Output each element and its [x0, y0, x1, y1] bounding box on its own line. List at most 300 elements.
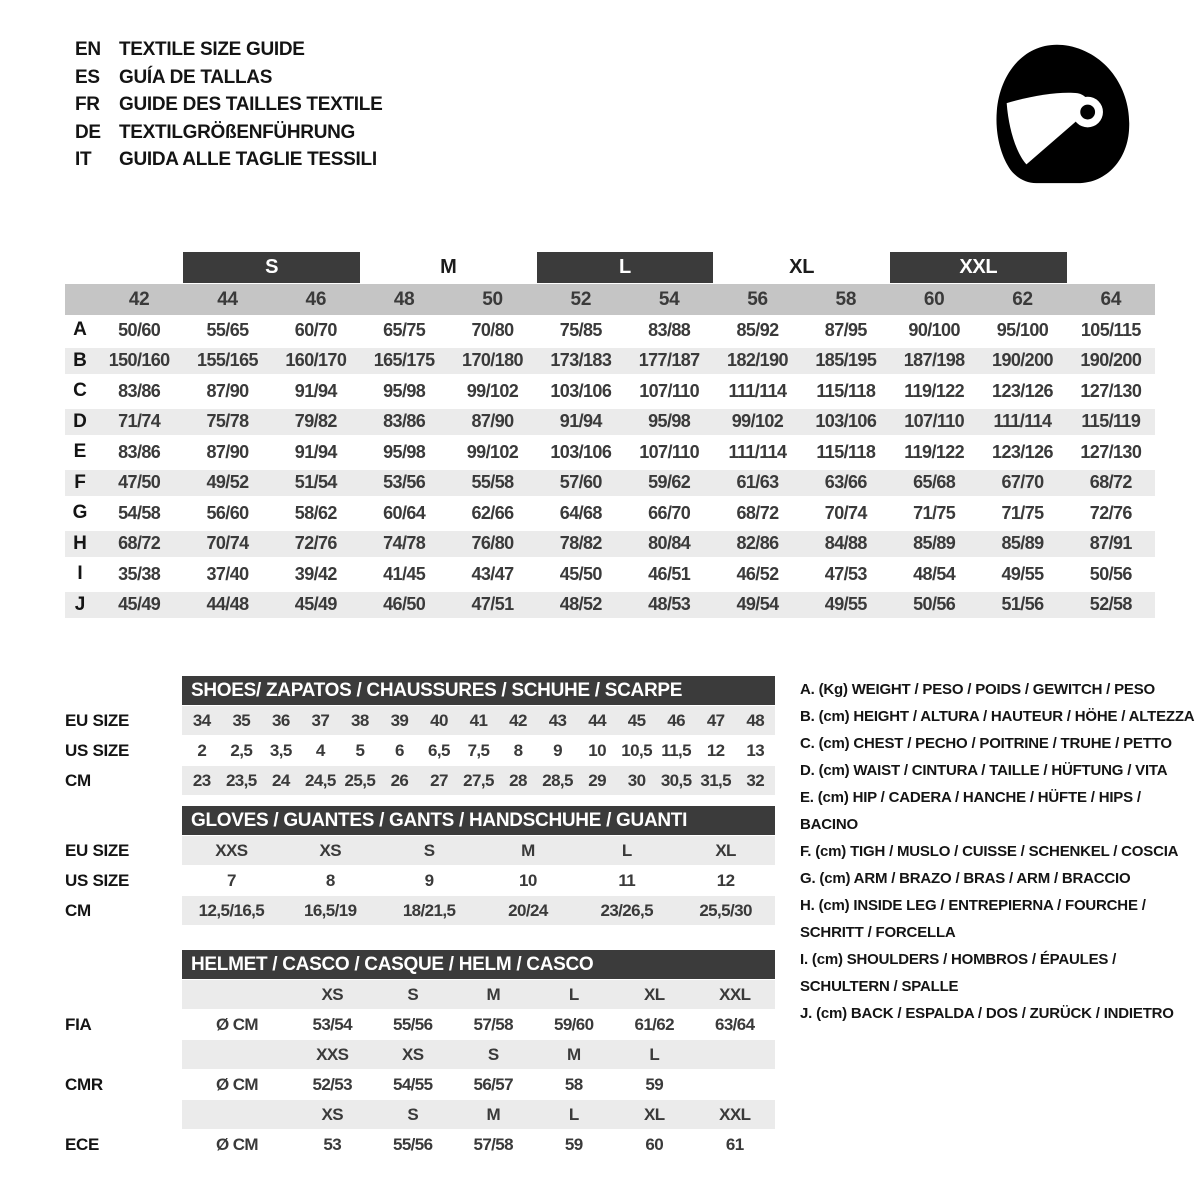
measurement-cell: 54/58: [118, 502, 161, 523]
measurement-cell: 190/200: [1080, 350, 1142, 371]
size-cell: 29: [588, 770, 606, 790]
measurement-cell: 127/130: [1080, 441, 1142, 462]
measurement-cell: 50/60: [118, 319, 161, 340]
legend-item: E. (cm) HIP / CADERA / HANCHE / HÜFTE / HIPS / BACINO: [800, 789, 1141, 833]
measurement-cell: 48/53: [648, 594, 691, 615]
measurement-cell: 72/76: [294, 533, 337, 554]
diameter-value-cell: 56/57: [473, 1074, 514, 1094]
size-cell: 46: [667, 710, 686, 730]
measurement-cell: 83/88: [648, 319, 691, 340]
measurement-cell: 44/48: [206, 594, 249, 615]
size-group-box: L: [537, 252, 714, 283]
numeric-size-label: 50: [482, 288, 503, 310]
size-cell: 10,5: [621, 740, 652, 760]
size-cell: 32: [746, 770, 765, 790]
helmet-size-row: [65, 1100, 775, 1129]
measurement-cell: 119/122: [904, 380, 965, 401]
table-row: [65, 866, 775, 895]
size-name-cell: S: [487, 1044, 499, 1064]
numeric-size-label: 54: [658, 288, 680, 310]
size-cell: 31,5: [700, 770, 732, 790]
measurement-cell: 107/110: [904, 411, 965, 432]
size-cell: 26: [390, 770, 409, 790]
row-label: CM: [65, 900, 91, 920]
language-title: TEXTILE SIZE GUIDE: [119, 39, 305, 60]
size-cell: 7: [226, 870, 236, 890]
measurement-cell: 115/118: [816, 380, 876, 401]
measurement-cell: 60/70: [294, 319, 337, 340]
measurement-cell: 105/115: [1080, 319, 1141, 340]
label-column-spacer: [65, 806, 182, 835]
size-name-cell: XS: [321, 1104, 343, 1124]
table-row: [65, 766, 775, 795]
measurement-cell: 64/68: [559, 502, 602, 523]
size-cell: 30,5: [660, 770, 692, 790]
shoes-title-bar: SHOES/ ZAPATOS / CHAUSSURES / SCHUHE / SCARPE: [182, 676, 775, 705]
row-label-empty: [65, 980, 182, 1009]
size-cell: 12: [716, 870, 735, 890]
table-row: [65, 529, 1155, 560]
measurement-cell: 51/56: [1001, 594, 1044, 615]
size-group-header-row: [65, 252, 1155, 283]
language-title: GUIDE DES TAILLES TEXTILE: [119, 94, 383, 115]
measurement-cell: 47/50: [118, 472, 161, 493]
measurement-cell: 127/130: [1080, 380, 1142, 401]
size-cell: 23,5: [225, 770, 257, 790]
row-body: [182, 1040, 775, 1069]
size-cell: 44: [588, 710, 606, 730]
size-cell: L: [621, 840, 632, 860]
legend-item: B. (cm) HEIGHT / ALTURA / HAUTEUR / HÖHE / ALTEZZA: [800, 708, 1195, 725]
measurement-legend: [800, 676, 1198, 1027]
measurement-cell: 111/114: [728, 380, 787, 401]
row-label: EU SIZE: [65, 840, 130, 860]
measurement-cell: 51/54: [294, 472, 337, 493]
row-label-empty: [65, 1100, 182, 1129]
helmet-size-row: [65, 980, 775, 1009]
size-cell: 6,5: [428, 740, 450, 760]
numeric-size-label: 56: [747, 288, 768, 310]
measurement-cell: 87/90: [206, 441, 249, 462]
label-column-spacer: [65, 950, 182, 979]
measurement-cell: 87/91: [1089, 533, 1132, 554]
size-name-cell: XS: [402, 1044, 424, 1064]
table-row: [65, 346, 1155, 377]
measurement-cell: 55/58: [471, 472, 514, 493]
measurement-cell: 57/60: [559, 472, 602, 493]
diameter-value-cell: 54/55: [392, 1074, 433, 1094]
measurement-cell: 111/114: [993, 411, 1052, 432]
racing-helmet-icon: [982, 36, 1140, 194]
measurement-cell: 115/118: [816, 441, 876, 462]
label-column-spacer: [65, 676, 182, 705]
measurement-cell: 107/110: [639, 441, 700, 462]
table-row: [65, 836, 775, 865]
size-cell: 23: [192, 770, 211, 790]
measurement-cell: 45/49: [118, 594, 161, 615]
size-cell: XL: [715, 840, 736, 860]
measurement-cell: 90/100: [908, 319, 960, 340]
size-cell: 8: [513, 740, 523, 760]
diameter-value-cell: 53/54: [312, 1014, 353, 1034]
measurement-cell: 91/94: [294, 380, 337, 401]
measurement-cell: 35/38: [118, 563, 161, 584]
measurement-cell: 87/95: [824, 319, 867, 340]
size-cell: 13: [746, 740, 765, 760]
size-name-cell: S: [407, 1104, 419, 1124]
measurement-cell: 91/94: [294, 441, 337, 462]
measurement-cell: 79/82: [294, 411, 337, 432]
measurement-cell: 48/54: [913, 563, 956, 584]
size-name-cell: S: [407, 984, 419, 1004]
gloves-size-table: [65, 806, 775, 926]
row-label: US SIZE: [65, 870, 130, 890]
measurement-cell: 80/84: [648, 533, 691, 554]
measurement-cell: 95/98: [383, 441, 426, 462]
language-code: DE: [75, 121, 101, 143]
measurement-cell: 185/195: [815, 350, 877, 371]
measurement-cell: 68/72: [736, 502, 779, 523]
size-cell: XS: [319, 840, 341, 860]
measurement-cell: 87/90: [206, 380, 249, 401]
measurement-cell: 76/80: [471, 533, 514, 554]
size-cell: 37: [311, 710, 330, 730]
legend-item: C. (cm) CHEST / PECHO / POITRINE / TRUHE / PETTO: [800, 735, 1172, 752]
textile-measurement-table: [65, 252, 1155, 620]
measurement-cell: 65/68: [913, 472, 956, 493]
helmet-value-row: [65, 1130, 775, 1159]
numeric-size-label: 52: [570, 288, 592, 310]
measurement-cell: 59/62: [648, 472, 691, 493]
measurement-cell: 115/119: [1081, 411, 1141, 432]
measurement-cell: 47/53: [824, 563, 867, 584]
legend-item: J. (cm) BACK / ESPALDA / DOS / ZURÜCK / INDIETRO: [800, 1005, 1174, 1022]
unit-spacer: [182, 980, 292, 1009]
measurement-cell: 45/49: [294, 594, 337, 615]
size-cell: 12,5/16,5: [198, 900, 265, 920]
size-group-label: XL: [789, 256, 815, 278]
diameter-value-cell: 61/62: [634, 1014, 675, 1034]
measurement-cell: 83/86: [118, 441, 161, 462]
row-body: [182, 980, 775, 1009]
helmet-value-row: [65, 1070, 775, 1099]
diameter-unit-cell: Ø CM: [216, 1134, 258, 1154]
row-letter-label: H: [73, 532, 87, 554]
language-row: [75, 146, 382, 174]
helmet-size-table: [65, 950, 775, 1160]
measurement-cell: 165/175: [373, 350, 435, 371]
size-name-cell: L: [568, 984, 579, 1004]
diameter-value-cell: 55/56: [392, 1014, 433, 1034]
diameter-value-cell: 57/58: [473, 1134, 514, 1154]
table-row: [65, 590, 1155, 621]
size-cell: 12: [706, 740, 725, 760]
row-label: EU SIZE: [65, 710, 130, 730]
row-label: US SIZE: [65, 740, 130, 760]
row-body: [182, 766, 775, 795]
table-row: [65, 498, 1155, 529]
diameter-value-cell: 58: [564, 1074, 583, 1094]
measurement-cell: 50/56: [1089, 563, 1132, 584]
diameter-value-cell: 59/60: [553, 1014, 594, 1034]
measurement-cell: 99/102: [466, 441, 519, 462]
numeric-size-label: 46: [305, 288, 327, 310]
measurement-cell: 62/66: [471, 502, 514, 523]
size-cell: 25,5: [344, 770, 376, 790]
table-row: [65, 407, 1155, 438]
measurement-cell: 75/78: [206, 411, 249, 432]
measurement-cell: 39/42: [294, 563, 337, 584]
row-letter-label: C: [73, 380, 87, 402]
language-code: ES: [75, 66, 100, 88]
language-code: FR: [75, 94, 100, 115]
size-name-cell: M: [486, 984, 501, 1004]
language-title: GUIDA ALLE TAGLIE TESSILI: [119, 149, 377, 170]
size-name-cell: L: [568, 1104, 579, 1124]
measurement-cell: 71/75: [913, 502, 956, 523]
size-cell: 45: [627, 710, 646, 730]
size-cell: 18/21,5: [402, 900, 456, 920]
size-cell: 10: [588, 740, 606, 760]
measurement-cell: 85/89: [1001, 533, 1044, 554]
size-cell: 36: [271, 710, 290, 730]
gloves-title-bar: GLOVES / GUANTES / GANTS / HANDSCHUHE / GUANTI: [182, 806, 775, 835]
row-letter-label: E: [73, 441, 87, 463]
row-body: [182, 706, 775, 735]
size-cell: 39: [390, 710, 409, 730]
measurement-cell: 78/82: [559, 533, 602, 554]
language-code: IT: [75, 149, 92, 170]
legend-item: F. (cm) TIGH / MUSLO / CUISSE / SCHENKEL / COSCIA: [800, 843, 1179, 860]
size-cell: S: [423, 840, 435, 860]
size-cell: 7,5: [467, 740, 490, 760]
size-group-label: M: [440, 256, 457, 278]
measurement-cell: 111/114: [728, 441, 787, 462]
standard-label: ECE: [65, 1134, 100, 1154]
measurement-cell: 70/74: [206, 533, 249, 554]
language-title: GUÍA DE TALLAS: [119, 66, 273, 88]
measurement-cell: 187/198: [903, 350, 965, 371]
legend-item: A. (Kg) WEIGHT / PESO / POIDS / GEWITCH / PESO: [800, 681, 1155, 698]
measurement-cell: 49/54: [736, 594, 779, 615]
size-group-box: XXL: [890, 252, 1067, 283]
size-cell: 28: [509, 770, 527, 790]
row-body: [182, 1100, 775, 1129]
table-row: [65, 315, 1155, 346]
measurement-cell: 103/106: [550, 441, 612, 462]
size-name-cell: XXL: [719, 984, 751, 1004]
size-cell: 42: [509, 710, 527, 730]
measurement-cell: 173/183: [550, 350, 612, 371]
measurement-cell: 67/70: [1001, 472, 1044, 493]
measurement-cell: 107/110: [639, 380, 700, 401]
measurement-cell: 65/75: [383, 319, 426, 340]
size-cell: 5: [355, 740, 365, 760]
measurement-cell: 71/74: [118, 411, 161, 432]
measurement-cell: 46/50: [383, 594, 426, 615]
measurement-cell: 66/70: [648, 502, 691, 523]
size-cell: 27: [430, 770, 448, 790]
measurement-cell: 48/52: [559, 594, 602, 615]
table-row: [65, 896, 775, 925]
measurement-cell: 155/165: [197, 350, 258, 371]
measurement-rows: [65, 315, 1155, 620]
language-row: [75, 36, 382, 64]
measurement-cell: 61/63: [736, 472, 779, 493]
language-row: [75, 91, 382, 119]
measurement-cell: 103/106: [815, 411, 877, 432]
measurement-cell: 99/102: [466, 380, 519, 401]
numeric-size-label: 44: [217, 288, 238, 310]
measurement-cell: 72/76: [1089, 502, 1132, 523]
row-letter-label: F: [74, 471, 86, 493]
numeric-size-header-row: [65, 284, 1155, 315]
measurement-cell: 53/56: [383, 472, 426, 493]
size-cell: 9: [424, 870, 434, 890]
size-cell: M: [521, 840, 535, 860]
numeric-size-label: 62: [1012, 288, 1033, 310]
size-cell: 11,5: [661, 740, 692, 760]
row-letter-label: J: [74, 593, 86, 615]
measurement-cell: 103/106: [550, 380, 612, 401]
table-row: [65, 468, 1155, 499]
legend-item: H. (cm) INSIDE LEG / ENTREPIERNA / FOURCHE / SCHRITT / FORCELLA: [800, 897, 1146, 941]
measurement-cell: 63/66: [824, 472, 867, 493]
size-cell: 9: [553, 740, 562, 760]
measurement-cell: 82/86: [736, 533, 779, 554]
measurement-cell: 177/187: [638, 350, 700, 371]
row-body: [182, 736, 775, 765]
row-body: [182, 836, 775, 865]
diameter-value-cell: 61: [725, 1134, 744, 1154]
measurement-cell: 182/190: [727, 350, 788, 371]
size-cell: 30: [627, 770, 646, 790]
measurement-cell: 160/170: [285, 350, 347, 371]
measurement-cell: 52/58: [1089, 594, 1132, 615]
table-row: [65, 376, 1155, 407]
unit-spacer: [182, 1100, 292, 1129]
measurement-cell: 75/85: [559, 319, 602, 340]
size-cell: 27,5: [463, 770, 494, 790]
diameter-value-cell: 55/56: [392, 1134, 433, 1154]
size-cell: 6: [394, 740, 404, 760]
row-body: [182, 1010, 775, 1039]
language-row: [75, 119, 382, 147]
diameter-unit-cell: Ø CM: [216, 1074, 258, 1094]
size-name-cell: XL: [643, 1104, 665, 1124]
row-letter-label: G: [72, 502, 88, 524]
legend-item: I. (cm) SHOULDERS / HOMBROS / ÉPAULES / SCHULTERN / SPALLE: [800, 951, 1117, 995]
row-letter-label: B: [73, 349, 87, 371]
size-cell: 2,5: [230, 740, 253, 760]
helmet-title-row: [65, 950, 775, 979]
measurement-cell: 85/89: [913, 533, 956, 554]
measurement-cell: 150/160: [108, 350, 170, 371]
numeric-size-spacer: [65, 284, 95, 315]
diameter-value-cell: 52/53: [312, 1074, 353, 1094]
size-cell: 23/26,5: [600, 900, 653, 920]
measurement-cell: 170/180: [462, 350, 523, 371]
size-cell: 38: [351, 710, 369, 730]
standard-label: FIA: [65, 1014, 92, 1034]
numeric-size-label: 60: [923, 288, 945, 310]
measurement-cell: 56/60: [206, 502, 249, 523]
size-cell: 4: [315, 740, 325, 760]
table-row: [65, 706, 775, 735]
table-row: [65, 437, 1155, 468]
row-body: [182, 1130, 775, 1159]
row-body: [182, 866, 775, 895]
size-cell: XXS: [215, 840, 248, 860]
measurement-cell: 58/62: [294, 502, 337, 523]
size-cell: 8: [325, 870, 335, 890]
size-cell: 43: [548, 710, 567, 730]
numeric-size-label: 42: [128, 288, 150, 310]
measurement-cell: 84/88: [824, 533, 867, 554]
size-cell: 34: [192, 710, 211, 730]
measurement-cell: 49/55: [824, 594, 867, 615]
row-letter-label: I: [77, 563, 83, 585]
language-title-list: [75, 36, 382, 174]
diameter-value-cell: 63/64: [714, 1014, 755, 1034]
measurement-cell: 68/72: [1089, 472, 1132, 493]
standard-label: CMR: [65, 1074, 103, 1094]
diameter-value-cell: 53: [323, 1134, 342, 1154]
gloves-title-row: [65, 806, 775, 835]
measurement-cell: 99/102: [731, 411, 784, 432]
measurement-cell: 49/52: [206, 472, 249, 493]
row-letter-label: A: [73, 319, 87, 341]
helmet-title-bar: HELMET / CASCO / CASQUE / HELM / CASCO: [182, 950, 775, 979]
size-group-box: S: [183, 252, 360, 283]
size-cell: 28,5: [542, 770, 573, 790]
size-cell: 3,5: [269, 740, 292, 760]
row-label: CM: [65, 770, 91, 790]
size-cell: 25,5/30: [699, 900, 752, 920]
measurement-cell: 91/94: [559, 411, 602, 432]
measurement-cell: 49/55: [1001, 563, 1044, 584]
measurement-cell: 95/98: [648, 411, 691, 432]
measurement-cell: 43/47: [471, 563, 514, 584]
measurement-cell: 95/100: [996, 319, 1049, 340]
row-body: [182, 1070, 775, 1099]
size-cell: 16,5/19: [303, 900, 357, 920]
size-cell: 35: [232, 710, 251, 730]
measurement-cell: 119/122: [904, 441, 965, 462]
measurement-cell: 45/50: [559, 563, 602, 584]
size-name-cell: XXS: [316, 1044, 349, 1064]
numeric-size-label: 48: [393, 288, 415, 310]
measurement-cell: 83/86: [383, 411, 426, 432]
shoes-size-table: [65, 676, 775, 796]
language-title: TEXTILGRÖßENFÜHRUNG: [119, 121, 356, 143]
language-row: [75, 64, 382, 92]
row-body: [182, 896, 775, 925]
size-name-cell: M: [486, 1104, 501, 1124]
helmet-value-row: [65, 1010, 775, 1039]
shoes-title-row: [65, 676, 775, 705]
size-cell: 2: [197, 740, 207, 760]
diameter-value-cell: 57/58: [473, 1014, 514, 1034]
measurement-cell: 46/52: [736, 563, 779, 584]
row-label-empty: [65, 1040, 182, 1069]
measurement-cell: 74/78: [383, 533, 426, 554]
size-name-cell: XXL: [719, 1104, 751, 1124]
size-cell: 20/24: [508, 900, 548, 920]
size-cell: 24,5: [305, 770, 336, 790]
measurement-cell: 70/74: [824, 502, 867, 523]
unit-spacer: [182, 1040, 292, 1069]
